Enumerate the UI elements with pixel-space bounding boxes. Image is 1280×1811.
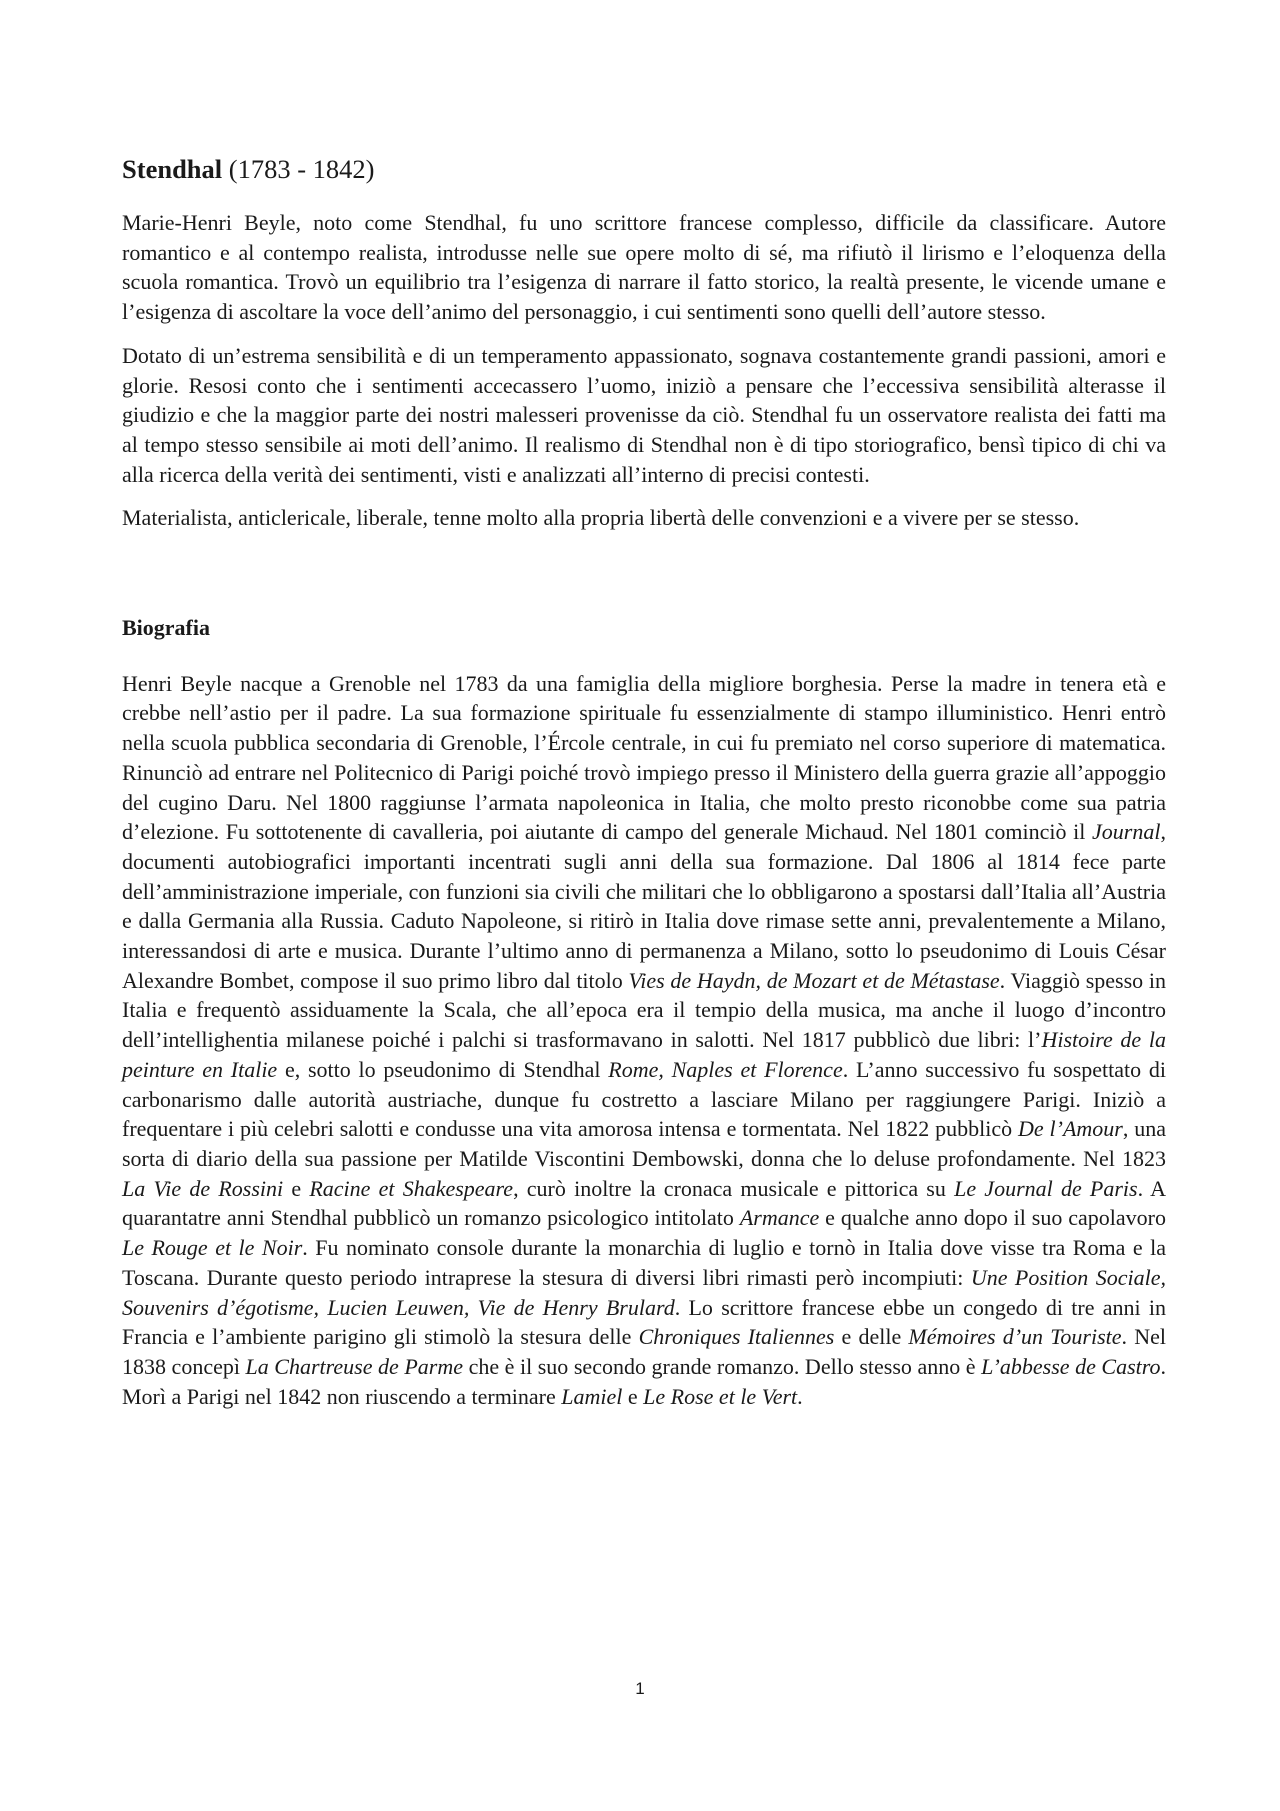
- work-title: Armance: [739, 1205, 820, 1231]
- document-page: [122, 152, 1166, 1425]
- work-title: L’abbesse de Castro: [981, 1353, 1161, 1379]
- work-title: Racine et Shakespeare: [309, 1175, 514, 1201]
- text-run: . Morì a Parigi nel 1842 non riuscendo a terminare: [122, 1353, 1166, 1409]
- text-run: . Lo scrittore francese ebbe un congedo di tre anni in Francia e l’ambiente parigino gli stimolò la stesura delle: [122, 1294, 1166, 1350]
- work-title: Le Journal de Paris: [954, 1175, 1138, 1201]
- work-title: Mémoires d’un Touriste: [908, 1324, 1122, 1350]
- section-heading-biografia: Biografia: [122, 615, 210, 641]
- work-title: Une Position Sociale, Souvenirs d’égotisme, Lucien Leuwen, Vie de Henry Brulard: [122, 1264, 1166, 1320]
- text-run: . Fu nominato console durante la monarchia di luglio e tornò in Italia dove visse tra Roma e la Toscana. Durante questo periodo intraprese la stesura di diversi libri rimasti però incompiuti:: [122, 1235, 1166, 1290]
- text-run: . L’anno successivo fu sospettato di carbonarismo dalle autorità austriache, dunque fu costretto a lasciare Milano per raggiungere Parigi. Iniziò a frequentare i più celebri salotti e condusse una vita amorosa intensa e tormentata. Nel 1822 pubblicò: [122, 1056, 1167, 1142]
- work-title: Histoire de la peinture en Italie: [122, 1027, 1166, 1082]
- text-run: .: [797, 1383, 803, 1409]
- text-run: , una sorta di diario della sua passione per Matilde Viscontini Dembowski, donna che lo deluse profondamente. Nel 1823: [122, 1116, 1167, 1171]
- work-title: Vies de Haydn, de Mozart et de Métastase: [628, 967, 1000, 993]
- work-title: Chroniques Italiennes: [638, 1324, 835, 1350]
- intro-paragraph-2: Dotato di un’estrema sensibilità e di un temperamento appassionato, sognava costantemente grandi passioni, amori e glorie. Resosi conto che i sentimenti accecassero l’uomo, iniziò a pensare che l’eccessiva sensibilità alterasse il giudizio e che la maggior parte dei nostri malesseri provenisse da ciò. Stendhal fu un osservatore realista dei fatti ma al tempo stesso sensibile ai moti dell’animo. Il realismo di Stendhal non è di tipo storiografico, bensì tipico di chi va alla ricerca della verità dei sentimenti, visti e analizzati all’interno di precisi contesti.: [122, 342, 1166, 487]
- page-title: [122, 152, 1166, 186]
- page-number: 1: [635, 1679, 645, 1698]
- work-title: Journal: [1092, 819, 1161, 845]
- biography-paragraph: [122, 669, 1166, 1412]
- work-title: Lamiel: [561, 1383, 623, 1409]
- text-run: . Viaggiò spesso in Italia e frequentò assiduamente la Scala, che all’epoca era il tempio della musica, ma anche il luogo d’incontro dell’intellighentia milanese poiché i palchi si trasformavano in salotti. Nel 1817 pubblicò due libri: l’: [122, 967, 1166, 1053]
- work-title: La Chartreuse de Parme: [245, 1353, 464, 1379]
- intro-paragraph-1: Marie-Henri Beyle, noto come Stendhal, fu uno scrittore francese complesso, difficile da classificare. Autore romantico e al contempo realista, introdusse nelle sue opere molto di sé, ma rifiutò il lirismo e l’eloquenza della scuola romantica. Trovò un equilibrio tra l’esigenza di narrare il fatto storico, la realtà presente, le vicende umane e l’esigenza di ascoltare la voce dell’animo del personaggio, i cui sentimenti sono quelli dell’autore stesso.: [122, 210, 1166, 325]
- work-title: La Vie de Rossini: [122, 1175, 284, 1201]
- text-run: che è il suo secondo grande romanzo. Dello stesso anno è: [463, 1353, 982, 1379]
- text-run: , curò inoltre la cronaca musicale e pittorica su: [513, 1175, 955, 1201]
- text-run: Henri Beyle nacque a Grenoble nel 1783 da una famiglia della migliore borghesia. Perse la madre in tenera età e crebbe nell’astio per il padre. La sua formazione spirituale fu essenzialmente di stampo illuministico. Henri entrò nella scuola pubblica secondaria di Grenoble, l’Ércole centrale, in cui fu premiato nel corso superiore di matematica. Rinunciò ad entrare nel Politecnico di Parigi poiché trovò impiego presso il Ministero della guerra grazie all’appoggio del cugino Daru. Nel 1800 raggiunse l’armata napoleonica in Italia, che molto presto riconobbe come sua patria d’elezione. Fu sottotenente di cavalleria, poi aiutante di campo del generale Michaud. Nel 1801 cominciò il: [122, 670, 1166, 845]
- work-title: De l’Amour: [1018, 1116, 1123, 1142]
- text-run: , documenti autobiografici importanti incentrati sugli anni della sua formazione. Dal 1806 al 1814 fece parte dell’amministrazione imperiale, con funzioni sia civili che militari che lo obbligarono a spostarsi dall’Italia all’Austria e dalla Germania alla Russia. Caduto Napoleone, si ritirò in Italia dove rimase sette anni, prevalentemente a Milano, interessandosi di arte e musica. Durante l’ultimo anno di permanenza a Milano, sotto lo pseudonimo di Louis César Alexandre Bombet, compose il suo primo libro dal titolo: [122, 819, 1166, 993]
- text-run: . A quarantatre anni Stendhal pubblicò un romanzo psicologico intitolato: [122, 1175, 1166, 1231]
- intro-paragraph-3: Materialista, anticlericale, liberale, tenne molto alla propria libertà delle convenzioni e a vivere per se stesso.: [122, 505, 1080, 531]
- work-title: Le Rose et le Vert: [643, 1383, 798, 1409]
- title-name: Stendhal: [122, 154, 223, 184]
- work-title: Le Rouge et le Noir: [122, 1235, 303, 1261]
- text-run: e, sotto lo pseudonimo di Stendhal: [277, 1056, 609, 1082]
- title-dates: (1783 - 1842): [228, 154, 375, 184]
- text-run: e qualche anno dopo il suo capolavoro: [819, 1205, 1166, 1231]
- text-run: e delle: [834, 1324, 909, 1350]
- text-run: . Nel 1838 concepì: [122, 1324, 1166, 1379]
- text-run: e: [622, 1383, 644, 1409]
- text-run: e: [283, 1175, 310, 1201]
- work-title: Rome, Naples et Florence: [608, 1056, 843, 1082]
